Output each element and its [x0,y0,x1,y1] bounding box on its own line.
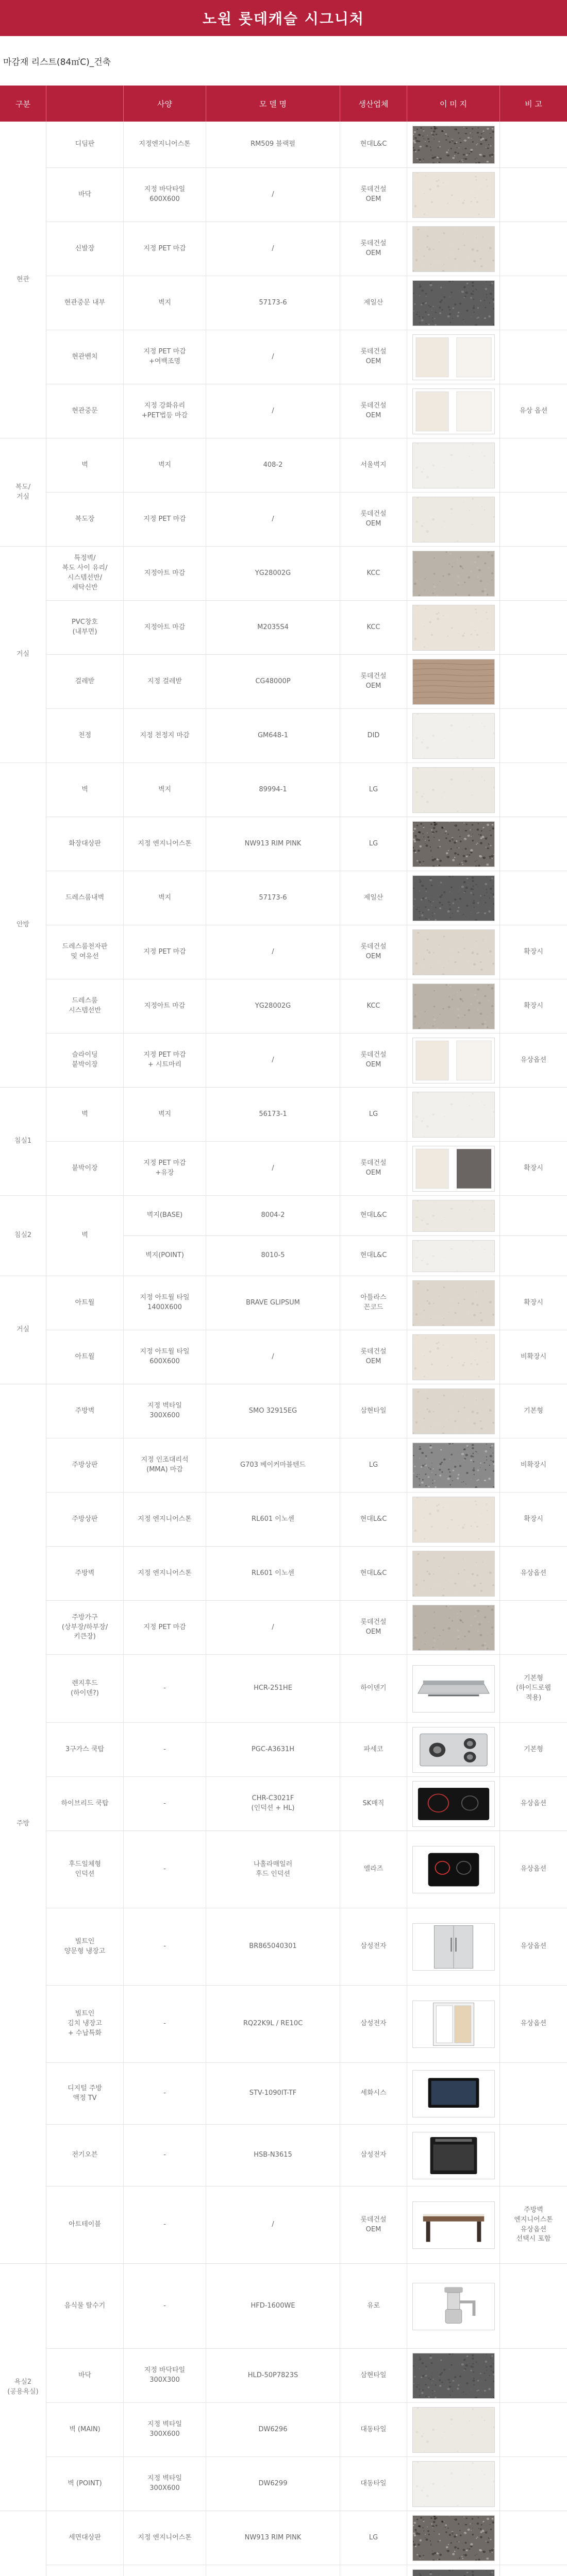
maker-cell: 삼현타일 [340,2349,407,2403]
material-swatch-offwhite [412,2461,495,2507]
item-cell: 세면대상판 [46,2511,124,2565]
spec-cell: 지정 벽타일 300X600 [124,2403,206,2457]
spec-cell: 벽지 [124,276,206,330]
maker-cell: 롯데건설 OEM [340,655,407,709]
category-cell: 거실 [0,1276,46,1384]
spec-cell: 지정 엔지니어스톤 [124,2511,206,2565]
material-swatch-offwhite2 [412,497,495,543]
model-cell: / [206,493,340,547]
material-swatch-granite [412,126,495,164]
item-cell: 벽 [46,763,124,817]
table-header [0,86,567,122]
spec-cell: 지정 벽타일 300X600 [124,2457,206,2511]
maker-cell [340,2565,407,2576]
material-swatch-offwhite [412,1240,495,1272]
model-cell: / [206,168,340,222]
model-cell: M2035S4 [206,601,340,655]
note-cell [500,493,567,547]
maker-cell: 현대L&C [340,1196,407,1236]
material-swatch-split [412,1038,495,1083]
model-cell: G703 베이커마블텐드 [206,1438,340,1493]
spec-cell: 지정아트 마감 [124,979,206,1033]
item-cell: 3구가스 쿡탑 [46,1723,124,1777]
note-cell [500,222,567,276]
spec-cell: 벽지 [124,871,206,925]
item-cell: 특정벽/ 복도 사이 유리/ 시스템선반/ 세탁신반 [46,547,124,601]
note-cell [500,1196,567,1236]
note-cell: 확장시 [500,925,567,979]
maker-cell: 제일산 [340,871,407,925]
maker-cell: LG [340,817,407,871]
model-cell: DW6296 [206,2403,340,2457]
spec-cell: - [124,1986,206,2063]
material-swatch-offwhite [412,443,495,488]
item-cell: 벽 [46,1088,124,1142]
spec-cell: 벽지 [124,763,206,817]
item-cell: 렌지후드 (하이덴?) [46,1655,124,1723]
model-cell: DW6299 [206,2457,340,2511]
maker-cell: 롯데건설 OEM [340,168,407,222]
material-swatch-induction [412,1781,495,1827]
material-swatch-gascook [412,1727,495,1773]
spec-cell: 벽지(BASE) [124,1196,206,1236]
maker-cell: 하이덴기 [340,1655,407,1723]
material-swatch-granite [412,821,495,867]
maker-cell: LG [340,763,407,817]
header-category: 구분 [0,86,46,122]
item-cell: 현관중문 [46,384,124,438]
note-cell: 주방벽 엔지니어스톤 유상옵션 선택시 포함 [500,2187,567,2264]
item-cell: 주방상판 [46,1438,124,1493]
item-cell: 아트월 [46,1276,124,1330]
spec-cell: 벽지(POINT) [124,1236,206,1276]
maker-cell: 서울벽지 [340,438,407,493]
spec-cell: 지정 인조대리석 (MMA) 마감 [124,1438,206,1493]
maker-cell: 삼현타일 [340,1384,407,1438]
item-cell: 아트테이블 [46,2187,124,2264]
spec-cell: 지정 걸레받 [124,655,206,709]
spec-cell: 지정 PET 마감 +유장 [124,1142,206,1196]
model-cell: YG28002G [206,547,340,601]
model-cell: HFD-1600WE [206,2264,340,2349]
spec-cell: 지정 바닥타일 300X300 [124,2349,206,2403]
model-cell: YG28002G [206,979,340,1033]
material-swatch-beige2 [412,1280,495,1326]
note-cell: 비확장시 [500,1330,567,1384]
maker-cell: 롯데건설 OEM [340,925,407,979]
model-cell [206,2565,340,2576]
maker-cell: 현대L&C [340,1547,407,1601]
note-cell: 비확장시 [500,1438,567,1493]
maker-cell: 삼성전자 [340,1986,407,2063]
material-swatch-oven [412,2132,495,2179]
maker-cell: DID [340,709,407,763]
item-cell: 벽 (MAIN) [46,2403,124,2457]
category-cell: 현관 [0,122,46,438]
item-cell: 천정 [46,709,124,763]
item-cell: 현관중문 내부 [46,276,124,330]
note-cell: 확장시 [500,1493,567,1547]
note-cell [500,1236,567,1276]
spec-cell: 지정 엔지니어스톤 [124,1493,206,1547]
item-cell: 하이브리드 쿡탑 [46,1777,124,1831]
note-cell: 확장시 [500,979,567,1033]
note-cell: 유상옵션 [500,1986,567,2063]
note-cell [500,709,567,763]
model-cell: / [206,925,340,979]
material-swatch-beige [412,605,495,651]
note-cell: 기본형 [500,1384,567,1438]
material-swatch-ovalhood [412,1846,495,1893]
model-cell: 8004-2 [206,1196,340,1236]
model-cell: 56173-1 [206,1088,340,1142]
material-swatch-wood [412,659,495,705]
spec-cell: 지정 아트월 타일 1400X600 [124,1276,206,1330]
spec-cell [124,2565,206,2576]
model-cell: PGC-A3631H [206,1723,340,1777]
category-cell: 침실1 [0,1088,46,1196]
material-swatch-split [412,388,495,434]
maker-cell: 롯데건설 OEM [340,330,407,384]
material-swatch-beige [412,172,495,218]
maker-cell: 삼성전자 [340,1908,407,1986]
model-cell: / [206,1601,340,1655]
note-cell: 확장시 [500,1276,567,1330]
material-swatch-offwhite2 [412,2407,495,2453]
spec-cell: 지정 PET 마감 +여백조명 [124,330,206,384]
note-cell [500,2063,567,2125]
note-cell: 유상옵션 [500,1777,567,1831]
header-item [46,86,124,122]
item-cell: 빌트인 김치 냉장고 + 수납특화 [46,1986,124,2063]
item-cell [46,2565,124,2576]
material-swatch-offwhite [412,713,495,759]
model-cell: / [206,222,340,276]
note-cell [500,330,567,384]
item-cell: 현관벤치 [46,330,124,384]
material-swatch-darkfabric [412,875,495,921]
maker-cell: 대동타일 [340,2403,407,2457]
material-swatch-stone [412,551,495,597]
spec-cell: 지정 PET 마감 [124,1601,206,1655]
maker-cell: 롯데건설 OEM [340,1142,407,1196]
model-cell: STV-1090IT-TF [206,2063,340,2125]
model-cell: 57173-6 [206,276,340,330]
header-spec: 사양 [124,86,206,122]
material-swatch-granite [412,2515,495,2561]
spec-cell: - [124,1723,206,1777]
material-swatch-beige2 [412,226,495,272]
material-swatch-offwhite2 [412,767,495,813]
item-cell: 드레스룸 시스템선반 [46,979,124,1033]
maker-cell: 파세코 [340,1723,407,1777]
category-cell [0,2511,46,2576]
note-cell: 기본형 (하이드로웹 적용) [500,1655,567,1723]
maker-cell: 롯데건설 OEM [340,1330,407,1384]
maker-cell: 현대L&C [340,1493,407,1547]
category-cell: 거실 [0,547,46,763]
page-title: 노원 롯데캐슬 시그니처 [0,0,567,36]
category-cell: 욕실2 (공용욕실) [0,2264,46,2511]
maker-cell: 삼성전자 [340,2125,407,2187]
spec-cell: - [124,1908,206,1986]
model-cell: CHR-C3021F (인덕션 + HL) [206,1777,340,1831]
maker-cell: 대동타일 [340,2457,407,2511]
maker-cell: LG [340,2511,407,2565]
header-note: 비 고 [525,99,542,109]
material-swatch-beige2 [412,929,495,975]
model-cell: / [206,330,340,384]
note-cell [500,2264,567,2349]
material-swatch-beige2 [412,1388,495,1434]
item-cell: 벽 [46,438,124,493]
material-swatch-table [412,2201,495,2249]
note-cell [500,276,567,330]
note-cell [500,2457,567,2511]
note-cell: 유상 옵션 [500,384,567,438]
spec-cell: 지정 벽타일 300X600 [124,1384,206,1438]
model-cell: HCR-251HE [206,1655,340,1723]
note-cell [500,2565,567,2576]
material-swatch-darkfabric [412,2569,495,2576]
maker-cell: LG [340,1438,407,1493]
model-cell: / [206,384,340,438]
model-cell: BRAVE GLIPSUM [206,1276,340,1330]
maker-cell: KCC [340,547,407,601]
model-cell: SMO 32915EG [206,1384,340,1438]
material-swatch-stone [412,984,495,1029]
material-swatch-fridge [412,1923,495,1971]
item-cell: 전기오븐 [46,2125,124,2187]
spec-cell: - [124,2063,206,2125]
spec-cell: 지정 엔지니어스톤 [124,1547,206,1601]
maker-cell: 유로 [340,2264,407,2349]
spec-cell: - [124,1777,206,1831]
maker-cell: KCC [340,601,407,655]
note-cell [500,2511,567,2565]
maker-cell: KCC [340,979,407,1033]
item-cell: 드레스룸내벽 [46,871,124,925]
item-cell: 드레스룸천자판 및 여유선 [46,925,124,979]
item-cell: 주방벽 [46,1384,124,1438]
spec-cell: 지정아트 마감 [124,547,206,601]
page-subtitle: 마감재 리스트(84㎡C)_건축 [3,57,111,67]
model-cell: 나홀라매일러 후드 인덕션 [206,1831,340,1908]
note-cell [500,438,567,493]
note-cell: 기본형 [500,1723,567,1777]
material-swatch-offwhite2 [412,1200,495,1232]
material-swatch-hood [412,1665,495,1713]
note-cell: 유상옵션 [500,1033,567,1088]
item-cell: 디지털 주방 액정 TV [46,2063,124,2125]
maker-cell: 롯데건설 OEM [340,222,407,276]
note-cell [500,547,567,601]
maker-cell: 현대L&C [340,122,407,168]
maker-cell: 제일산 [340,276,407,330]
item-cell: 바닥 [46,2349,124,2403]
note-cell [500,871,567,925]
model-cell: / [206,1033,340,1088]
model-cell: 89994-1 [206,763,340,817]
spec-cell: 지정 엔지니어스톤 [124,817,206,871]
item-cell: 후드일체형 인덕션 [46,1831,124,1908]
header-model: 모 델 명 [206,86,340,122]
category-cell: 안방 [0,763,46,1088]
note-cell [500,817,567,871]
note-cell [500,2403,567,2457]
model-cell: RQ22K9L / RE10C [206,1986,340,2063]
model-cell: CG48000P [206,655,340,709]
spec-cell: - [124,1831,206,1908]
material-swatch-split [412,334,495,380]
item-cell: 복도장 [46,493,124,547]
material-swatch-disposer [412,2283,495,2330]
model-cell: 8010-5 [206,1236,340,1276]
maker-cell: 아틀라스 꼰코드 [340,1276,407,1330]
note-cell: 유상옵션 [500,1831,567,1908]
spec-cell: - [124,2264,206,2349]
item-cell: 빌트인 양문형 냉장고 [46,1908,124,1986]
item-cell: 아트월 [46,1330,124,1384]
material-swatch-split2 [412,1146,495,1192]
note-cell [500,1601,567,1655]
model-cell: NW913 RIM PINK [206,817,340,871]
item-cell: 주방벽 [46,1547,124,1601]
note-cell [500,763,567,817]
item-cell: 바닥 [46,168,124,222]
material-swatch-beige [412,1497,495,1543]
note-cell [500,2125,567,2187]
maker-cell: LG [340,1088,407,1142]
maker-cell: 롯데건설 OEM [340,493,407,547]
header-maker: 생산업체 [340,86,407,122]
note-cell [500,655,567,709]
item-cell: 슬라이딩 붙박이장 [46,1033,124,1088]
maker-cell: SK매직 [340,1777,407,1831]
material-swatch-darkfabric [412,2353,495,2399]
item-cell: 주방상판 [46,1493,124,1547]
item-cell: 걸레받 [46,655,124,709]
model-cell: RM509 블랙펄 [206,122,340,168]
model-cell: NW913 RIM PINK [206,2511,340,2565]
item-cell: 화장대상판 [46,817,124,871]
material-swatch-beige2 [412,1551,495,1597]
note-cell [500,601,567,655]
model-cell: RL601 이노센 [206,1493,340,1547]
spec-cell: 지정 아트월 타일 600X600 [124,1330,206,1384]
model-cell: HSB-N3615 [206,2125,340,2187]
note-cell [500,122,567,168]
material-swatch-offwhite [412,1092,495,1138]
model-cell: 408-2 [206,438,340,493]
note-cell [500,1088,567,1142]
note-cell: 유상옵션 [500,1547,567,1601]
note-cell: 확장시 [500,1142,567,1196]
spec-cell: 지정 바닥타일 600X600 [124,168,206,222]
note-cell [500,168,567,222]
category-cell: 침실2 [0,1196,46,1276]
maker-cell: 롯데건설 OEM [340,1601,407,1655]
spec-cell: 벽지 [124,1088,206,1142]
item-cell: PVC창호 (내부면) [46,601,124,655]
spec-cell: - [124,1655,206,1723]
material-swatch-darkfabric [412,280,495,326]
maker-cell: 엘라즈 [340,1831,407,1908]
maker-cell: 롯데건설 OEM [340,1033,407,1088]
material-swatch-kimchi [412,2001,495,2048]
model-cell: RL601 이노센 [206,1547,340,1601]
model-cell: HLD-50P7823S [206,2349,340,2403]
item-cell: 벽 [46,1196,124,1276]
category-cell: 주방 [0,1384,46,2264]
spec-cell: 지정엔지니어스톤 [124,122,206,168]
item-cell: 붙박이장 [46,1142,124,1196]
spec-cell: 벽지 [124,438,206,493]
material-swatch-tv [412,2070,495,2117]
model-cell: / [206,1142,340,1196]
category-cell: 복도/ 거실 [0,438,46,547]
item-cell: 벽 (POINT) [46,2457,124,2511]
model-cell: / [206,2187,340,2264]
maker-cell: 롯데건설 OEM [340,2187,407,2264]
spec-cell: 지정 강화유리 +PET법등 마감 [124,384,206,438]
spec-cell: - [124,2187,206,2264]
model-cell: / [206,1330,340,1384]
item-cell: 음식물 탈수기 [46,2264,124,2349]
header-image: 이 미 지 [407,86,500,122]
item-cell: 신발장 [46,222,124,276]
spec-cell: 지정아트 마감 [124,601,206,655]
note-cell [500,2349,567,2403]
model-cell: BR865040301 [206,1908,340,1986]
spec-cell: 지정 PET 마감 [124,925,206,979]
material-swatch-beige [412,1334,495,1380]
material-swatch-stone [412,1605,495,1651]
spec-cell: 지정 PET 마감 [124,493,206,547]
maker-cell: 세화시스 [340,2063,407,2125]
spec-cell: - [124,2125,206,2187]
note-cell: 유상옵션 [500,1908,567,1986]
spec-cell: 지정 천정지 마감 [124,709,206,763]
item-cell: 주방가구 (상부장/하부장/ 키큰장) [46,1601,124,1655]
model-cell: 57173-6 [206,871,340,925]
spec-cell: 지정 PET 마감 + 시트마리 [124,1033,206,1088]
material-swatch-granite2 [412,1443,495,1488]
maker-cell: 현대L&C [340,1236,407,1276]
spec-cell: 지정 PET 마감 [124,222,206,276]
maker-cell: 롯데건설 OEM [340,384,407,438]
model-cell: GM648-1 [206,709,340,763]
item-cell: 디딤판 [46,122,124,168]
